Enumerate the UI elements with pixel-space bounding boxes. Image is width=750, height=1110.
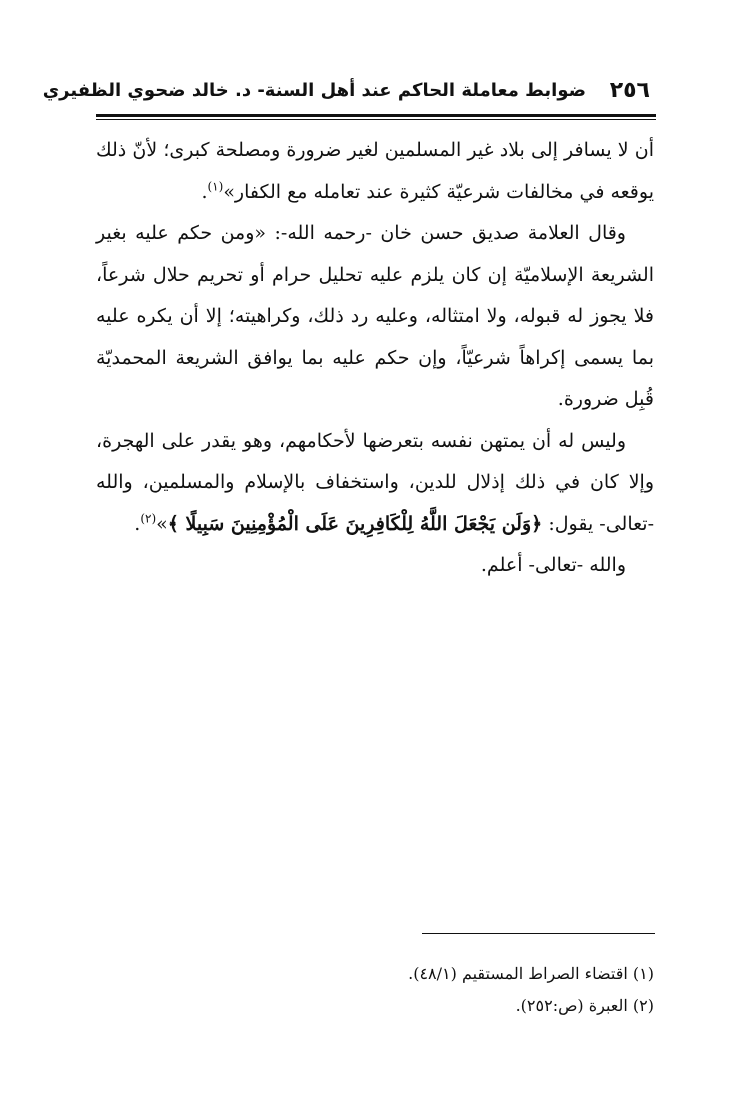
paragraph-3 (96, 421, 654, 546)
quote-close: » (156, 512, 168, 535)
header-rule-thick (96, 114, 656, 117)
footnote-ref-1: (١) (207, 179, 224, 194)
footnotes (96, 958, 654, 1022)
footnote-ref-2: (٢) (140, 511, 157, 526)
page-number: ٢٥٦ (609, 78, 650, 103)
paragraph-3-end: . (134, 512, 141, 535)
paragraph-4: والله -تعالى- أعلم. (480, 554, 626, 576)
paragraph-2: وقال العلامة صديق حسن خان -رحمه الله-: «ومن حكم عليه بغير الشريعة الإسلاميّة إن كان يلزم عليه تحليل حرام أو تحريم حلال شرعاً، فلا يجوز له قبوله، ولا امتثاله، وعليه رد ذلك، وكراهيته؛ إلا أن يكره عليه بما يسمى إكراهاً شرعيّاً، وإن حكم عليه بما يوافق الشريعة المحمديّة قُبِل ضرورة. (96, 222, 654, 410)
footnote-2: (٢) العبرة (ص:٢٥٢). (515, 996, 654, 1015)
paragraph-1 (96, 130, 654, 213)
header-rule-thin (96, 119, 656, 120)
quran-verse: ﴿وَلَن يَجْعَلَ اللَّهُ لِلْكَافِرِينَ عَلَى الْمُؤْمِنِينَ سَبِيلًا ﴾ (167, 512, 543, 535)
body-text (96, 130, 654, 587)
paragraph-1-end: . (201, 180, 208, 203)
footnote-separator (422, 933, 655, 934)
running-header (42, 76, 656, 110)
paragraph-3-text: وليس له أن يمتهن نفسه بتعرضها لأحكامهم، وهو يقدر على الهجرة، وإلا كان في ذلك إذلال للدين، واستخفاف بالإسلام والمسلمين، والله -تعالى- يقول: (96, 429, 654, 535)
footnote-1: (١) اقتضاء الصراط المستقيم (٤٨/١). (408, 964, 654, 983)
paragraph-1-text: أن لا يسافر إلى بلاد غير المسلمين لغير ضرورة ومصلحة كبرى؛ لأنّ ذلك يوقعه في مخالفات شرعيّة كثيرة عند تعامله مع الكفار» (96, 139, 654, 203)
header-title: ضوابط معاملة الحاكم عند أهل السنة- د. خالد ضحوي الظفيري (42, 80, 586, 101)
